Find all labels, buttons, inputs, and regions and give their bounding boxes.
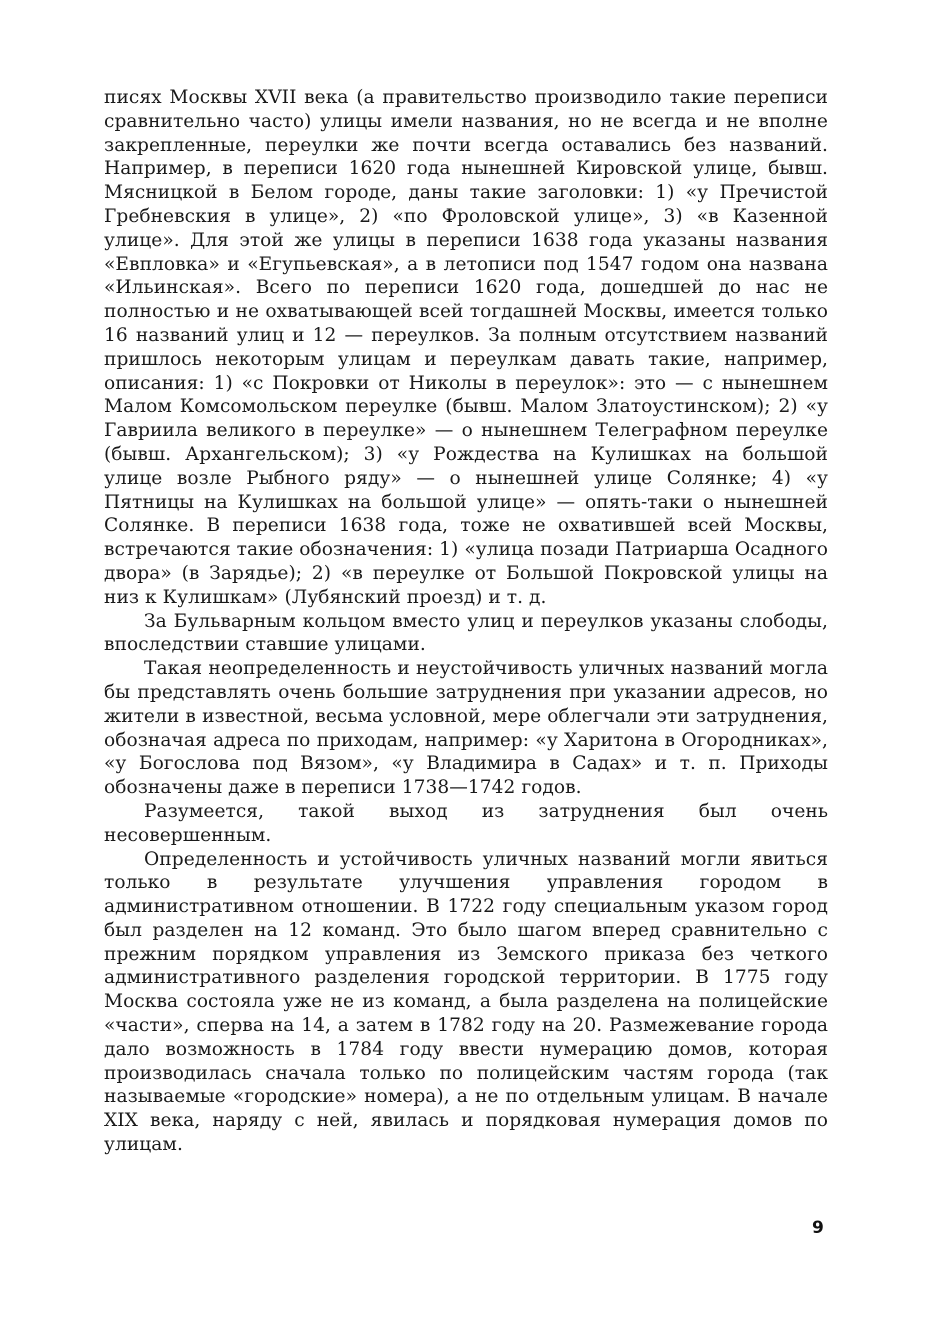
paragraph-addresses-by-parishes: Такая неопределенность и неустойчивость уличных названий могла бы представлять очень большие затруднения при указании адресов, но жители в известной, весьма условной, мере облегчали эти затруднения, обозначая адреса по приходам, например: «у Харитона в Огородниках», «у Богослова под Вязом», «у Владимира в Садах» и т. п. Приходы обозначены даже в переписи 1738—1742 годов.: [104, 658, 828, 799]
page-number: 9: [812, 1218, 824, 1238]
paragraph-moscow-17th-century-streets: писях Москвы XVII века (а правительство производило такие переписи сравнительно часто) улицы имели названия, но не всегда и не вполне закрепленные, переулки же почти всегда оставались без названий. Например, в переписи 1620 года нынешней Кировской улице, бывш. Мясницкой в Белом городе, даны такие заголовки: 1) «у Пречистой Гребневския в улице», 2) «по Фроловской улице», 3) «в Казенной улице». Для этой же улицы в переписи 1638 года указаны названия «Евпловка» и «Егупьевская», а в летописи под 1547 годом она названа «Ильинская». Всего по переписи 1620 года, дошедшей до нас не полностью и не охватывающей всей тогдашней Москвы, имеется только 16 названий улиц и 12 — переулков. За полным отсутствием названий пришлось некоторым улицам и переулкам давать такие, например, описания: 1) «с Покровки от Николы в переулок»: это — с нынешнем Малом Комсомольском переулке (бывш. Малом Златоустинском); 2) «у Гавриила великого в переулке» — о нынешнем Телеграфном переулке (бывш. Архангельском); 3) «у Рождества на Кулишках на большой улице возле Рыбного ряду» — о нынешней улице Солянке; 4) «у Пятницы на Кулишках на большой улице» — опять-таки о нынешней Солянке. В переписи 1638 года, тоже не охватившей всей Москвы, встречаются такие обозначения: 1) «улица позади Патриарша Осадного двора» (в Зарядье); 2) «в переулке от Большой Покровской улицы на низ к Кулишкам» (Лубянский проезд) и т. д.: [104, 87, 828, 608]
paragraph-house-numbering: Определенность и устойчивость уличных названий могли явиться только в результате улучшения управления городом в административном отношении. В 1722 году специальным указом город был разделен на 12 команд. Это было шагом вперед сравнительно с прежним порядком управления из Земского приказа без четкого административного разделения городской территории. В 1775 году Москва состояла уже не из команд, а была разделена на полицейские «части», сперва на 14, а затем в 1782 году на 20. Размежевание города дало возможность в 1784 году ввести нумерацию домов, которая производилась сначала только по полицейским частям города (так называемые «городские» номера), а не по отдельным улицам. В начале XIX века, наряду с ней, явилась и порядковая нумерация домов по улицам.: [104, 848, 828, 1156]
paragraph-imperfect-solution: Разумеется, такой выход из затруднения был очень несовершенным.: [104, 800, 828, 846]
page-text-column: [104, 86, 828, 1157]
paragraph-boulevard-ring-slobodas: За Бульварным кольцом вместо улиц и переулков указаны слободы, впоследствии ставшие улицами.: [104, 610, 828, 656]
